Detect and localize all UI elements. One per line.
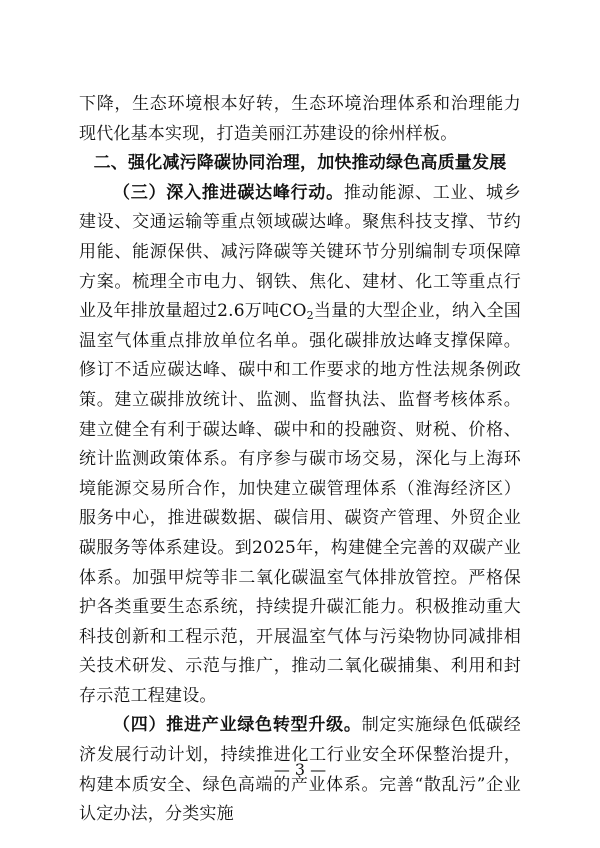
paragraph-lead-carbon-peak: （三）深入推进碳达峰行动。 (113, 182, 344, 203)
paragraph-carbon-peak (79, 179, 521, 712)
paragraph-text-green-transition: 制定实施绿色低碳经济发展行动计划，持续推进化工行业安全环保整治提升，构建本质安全、绿色高端的产业体系。完善“散乱污”企业认定办法，分类实施 (79, 715, 521, 825)
paragraph-text-after-co2: 当量的大型企业，纳入全国温室气体重点排放单位名单。强化碳排放达峰支撑保障。修订不适应碳达峰、碳中和工作要求的地方性法规条例政策。建立碳排放统计、监测、监督执法、监督考核体系。建立健全有利于碳达峰、碳中和的投融资、财税、价格、统计监测政策体系。有序参与碳市场交易，深化与上海环境能源交易所合作，加快建立碳管理体系（淮海经济区）服务中心，推进碳数据、碳信用、碳资产管理、外贸企业碳服务等体系建设。到2025年，构建健全完善的双碳产业体系。加强甲烷等非二氧化碳温室气体排放管控。严格保护各类重要生态系统，持续提升碳汇能力。积极推动重大科技创新和工程示范，开展温室气体与污染物协同减排相关技术研发、示范与推广，推动二氧化碳捕集、利用和封存示范工程建设。 (79, 301, 521, 706)
paragraph-text-before-co2: 推动能源、工业、城乡建设、交通运输等重点领域碳达峰。聚焦科技支撑、节约用能、能源保供、减污降碳等关键环节分别编制专项保障方案。梳理全市电力、钢铁、焦化、建材、化工等重点行业及年排放量超过2.6万吨CO (79, 182, 521, 322)
document-body (79, 90, 521, 830)
section-heading: 二、强化减污降碳协同治理，加快推动绿色高质量发展 (93, 153, 507, 174)
page-number: — 3 — (273, 760, 327, 779)
paragraph-lead-green-transition: （四）推进产业绿色转型升级。 (113, 715, 362, 736)
co2-subscript: 2 (306, 309, 314, 323)
paragraph-continuation: 下降，生态环境根本好转，生态环境治理体系和治理能力现代化基本实现，打造美丽江苏建设的徐州样板。 (79, 94, 521, 144)
